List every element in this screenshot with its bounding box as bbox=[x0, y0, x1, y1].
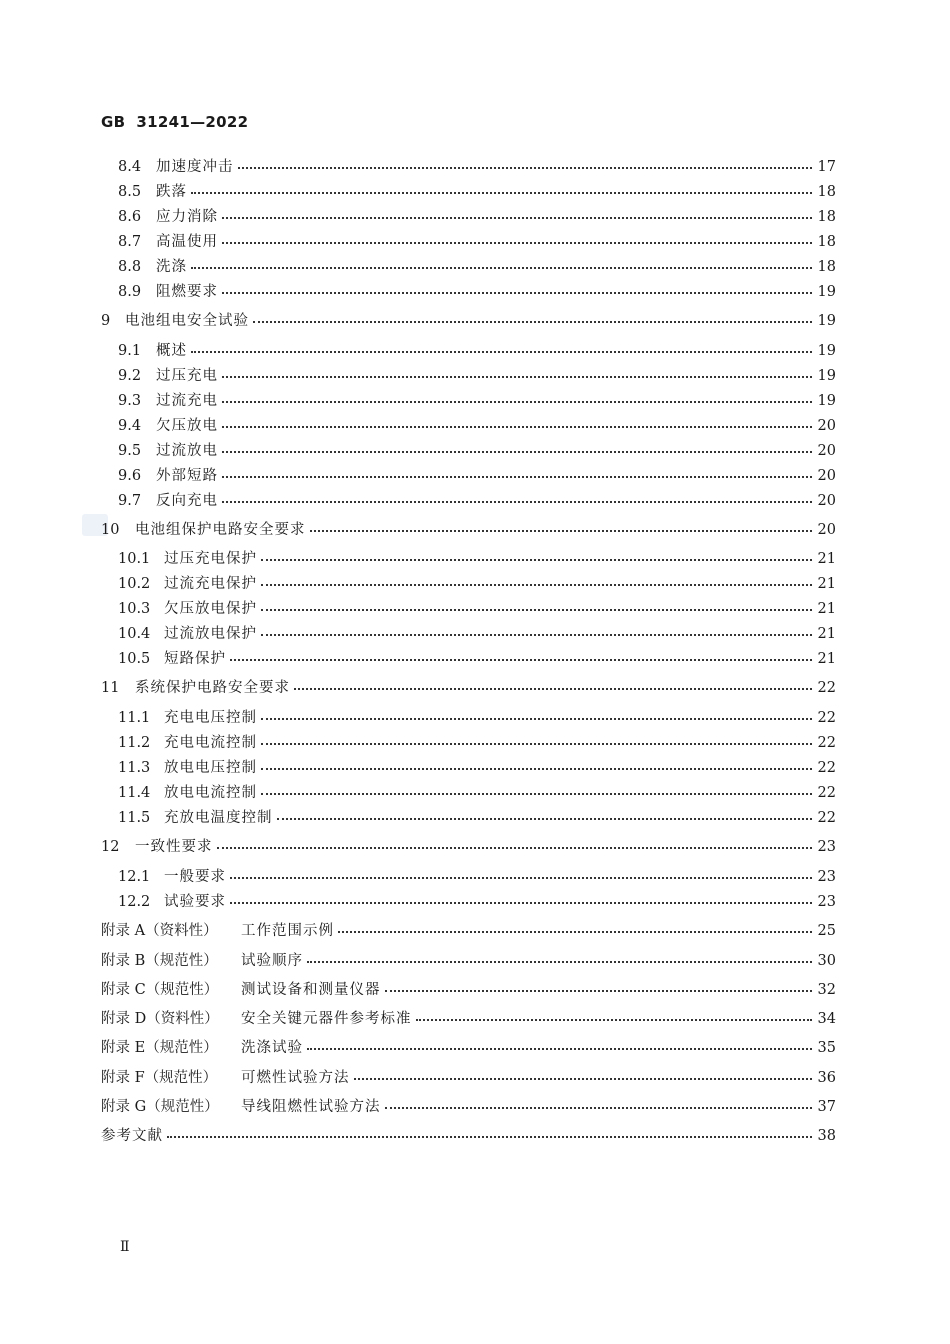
toc-entry-page: 22 bbox=[817, 810, 836, 826]
dot-leader bbox=[261, 743, 812, 745]
dot-leader bbox=[261, 584, 812, 586]
toc-entry[interactable] bbox=[101, 1008, 836, 1030]
toc-entry-page: 21 bbox=[817, 651, 836, 667]
toc-entry-number: 8.7 bbox=[118, 234, 142, 250]
toc-entry[interactable] bbox=[118, 548, 836, 570]
toc-entry-page: 18 bbox=[817, 259, 836, 275]
toc-entry-title: 过流放电 bbox=[156, 443, 218, 459]
toc-entry-page: 19 bbox=[817, 313, 836, 329]
toc-entry-number: 10.5 bbox=[118, 651, 151, 667]
toc-entry-title: 工作范围示例 bbox=[241, 923, 334, 939]
toc-entry[interactable] bbox=[118, 415, 836, 437]
dot-leader bbox=[261, 609, 812, 611]
toc-entry[interactable] bbox=[118, 490, 836, 512]
toc-entry-title: 短路保护 bbox=[164, 651, 226, 667]
toc-entry-title: 可燃性试验方法 bbox=[241, 1070, 350, 1086]
dot-leader bbox=[222, 401, 812, 403]
toc-entry-title: 洗涤试验 bbox=[241, 1040, 303, 1056]
toc-entry[interactable] bbox=[118, 573, 836, 595]
toc-entry-page: 37 bbox=[817, 1099, 836, 1115]
toc-entry[interactable] bbox=[101, 836, 836, 858]
toc-entry-page: 19 bbox=[817, 368, 836, 384]
toc-entry-number: 9.5 bbox=[118, 443, 142, 459]
toc-entry-number: 12.2 bbox=[118, 894, 151, 910]
toc-entry-title: 放电电流控制 bbox=[164, 785, 257, 801]
toc-entry-number: 附录 B（规范性） bbox=[101, 953, 218, 969]
toc-entry[interactable] bbox=[118, 648, 836, 670]
toc-entry[interactable] bbox=[118, 181, 836, 203]
toc-entry-page: 19 bbox=[817, 284, 836, 300]
toc-entry-title: 充电电压控制 bbox=[164, 710, 257, 726]
toc-entry-number: 附录 C（规范性） bbox=[101, 982, 219, 998]
toc-entry-number: 8.6 bbox=[118, 209, 142, 225]
toc-entry-number: 9.2 bbox=[118, 368, 142, 384]
toc-entry[interactable] bbox=[118, 866, 836, 888]
dot-leader bbox=[167, 1136, 812, 1138]
toc-entry-title: 充电电流控制 bbox=[164, 735, 257, 751]
toc-entry-title: 过压充电 bbox=[156, 368, 218, 384]
toc-entry-title: 电池组电安全试验 bbox=[125, 313, 249, 329]
toc-entry-title: 试验顺序 bbox=[241, 953, 303, 969]
toc-entry-number: 9.6 bbox=[118, 468, 142, 484]
toc-entry-title: 加速度冲击 bbox=[156, 159, 234, 175]
toc-entry[interactable] bbox=[101, 950, 836, 972]
dot-leader bbox=[310, 530, 812, 532]
toc-entry-page: 20 bbox=[817, 468, 836, 484]
toc-entry-number: 附录 A（资料性） bbox=[101, 923, 218, 939]
toc-entry-title: 测试设备和测量仪器 bbox=[241, 982, 381, 998]
dot-leader bbox=[261, 634, 812, 636]
toc-entry-page: 19 bbox=[817, 343, 836, 359]
toc-entry-title: 过流放电保护 bbox=[164, 626, 257, 642]
toc-entry-number: 11.5 bbox=[118, 810, 151, 826]
toc-entry-number: 9.3 bbox=[118, 393, 142, 409]
toc-entry-title: 电池组保护电路安全要求 bbox=[135, 522, 306, 538]
toc-entry-number: 11.3 bbox=[118, 760, 151, 776]
dot-leader bbox=[338, 931, 812, 933]
toc-entry-page: 30 bbox=[817, 953, 836, 969]
dot-leader bbox=[191, 192, 812, 194]
toc-entry[interactable] bbox=[118, 440, 836, 462]
toc-entry[interactable] bbox=[118, 623, 836, 645]
toc-entry[interactable] bbox=[101, 1037, 836, 1059]
toc-entry-number: 附录 F（规范性） bbox=[101, 1070, 218, 1086]
toc-entry-page: 25 bbox=[817, 923, 836, 939]
toc-entry-page: 22 bbox=[817, 760, 836, 776]
toc-entry[interactable] bbox=[118, 807, 836, 829]
toc-entry-title: 过流充电保护 bbox=[164, 576, 257, 592]
page-number: Ⅱ bbox=[120, 1239, 130, 1255]
dot-leader bbox=[261, 768, 812, 770]
toc-entry-number: 8.4 bbox=[118, 159, 142, 175]
toc-entry-page: 23 bbox=[817, 894, 836, 910]
toc-entry[interactable] bbox=[101, 1125, 836, 1147]
dot-leader bbox=[222, 426, 812, 428]
dot-leader bbox=[230, 877, 812, 879]
toc-entry-title: 充放电温度控制 bbox=[164, 810, 273, 826]
toc-entry[interactable] bbox=[101, 1067, 836, 1089]
toc-entry-number: 10 bbox=[101, 522, 120, 538]
toc-entry-number: 10.1 bbox=[118, 551, 151, 567]
dot-leader bbox=[222, 451, 812, 453]
toc-entry-page: 22 bbox=[817, 785, 836, 801]
dot-leader bbox=[307, 1048, 812, 1050]
toc-entry[interactable] bbox=[118, 465, 836, 487]
toc-entry[interactable] bbox=[101, 979, 836, 1001]
toc-entry-page: 21 bbox=[817, 626, 836, 642]
dot-leader bbox=[261, 718, 812, 720]
toc-entry-page: 23 bbox=[817, 839, 836, 855]
dot-leader bbox=[222, 242, 812, 244]
toc-entry-page: 17 bbox=[817, 159, 836, 175]
toc-entry-number: 12 bbox=[101, 839, 120, 855]
toc-entry[interactable] bbox=[101, 1096, 836, 1118]
toc-entry[interactable] bbox=[118, 256, 836, 278]
toc-entry[interactable] bbox=[118, 598, 836, 620]
toc-entry-number: 附录 G（规范性） bbox=[101, 1099, 219, 1115]
dot-leader bbox=[230, 902, 812, 904]
dot-leader bbox=[222, 501, 812, 503]
dot-leader bbox=[191, 267, 812, 269]
toc-entry-number: 12.1 bbox=[118, 869, 151, 885]
toc-entry[interactable] bbox=[118, 707, 836, 729]
toc-entry-page: 21 bbox=[817, 601, 836, 617]
toc-entry-page: 35 bbox=[817, 1040, 836, 1056]
toc-entry-page: 18 bbox=[817, 234, 836, 250]
toc-entry-title: 一般要求 bbox=[164, 869, 226, 885]
toc-entry-number: 9.1 bbox=[118, 343, 142, 359]
toc-entry-number: 11.2 bbox=[118, 735, 151, 751]
toc-entry[interactable] bbox=[118, 891, 836, 913]
dot-leader bbox=[354, 1078, 812, 1080]
toc-entry-page: 23 bbox=[817, 869, 836, 885]
toc-entry-title: 参考文献 bbox=[101, 1128, 163, 1144]
toc-entry[interactable] bbox=[101, 310, 836, 332]
toc-entry[interactable] bbox=[118, 390, 836, 412]
toc-entry-page: 36 bbox=[817, 1070, 836, 1086]
toc-entry-page: 22 bbox=[817, 680, 836, 696]
toc-entry[interactable] bbox=[118, 757, 836, 779]
toc-entry-title: 安全关键元器件参考标准 bbox=[241, 1011, 412, 1027]
toc-entry-number: 附录 D（资料性） bbox=[101, 1011, 219, 1027]
toc-entry-page: 20 bbox=[817, 522, 836, 538]
toc-entry-page: 21 bbox=[817, 551, 836, 567]
toc-entry-page: 20 bbox=[817, 418, 836, 434]
dot-leader bbox=[261, 559, 812, 561]
toc-entry[interactable] bbox=[118, 156, 836, 178]
toc-entry-number: 9.4 bbox=[118, 418, 142, 434]
toc-entry-title: 放电电压控制 bbox=[164, 760, 257, 776]
toc-entry-title: 过压充电保护 bbox=[164, 551, 257, 567]
toc-entry-page: 20 bbox=[817, 443, 836, 459]
toc-entry-number: 9 bbox=[101, 313, 111, 329]
toc-entry-number: 8.8 bbox=[118, 259, 142, 275]
dot-leader bbox=[230, 659, 812, 661]
toc-entry[interactable] bbox=[101, 920, 836, 942]
toc-entry-page: 21 bbox=[817, 576, 836, 592]
toc-entry-title: 欠压放电保护 bbox=[164, 601, 257, 617]
toc-entry[interactable] bbox=[118, 340, 836, 362]
toc-entry-title: 高温使用 bbox=[156, 234, 218, 250]
toc-entry-page: 22 bbox=[817, 735, 836, 751]
toc-entry[interactable] bbox=[118, 782, 836, 804]
dot-leader bbox=[307, 961, 812, 963]
toc-entry[interactable] bbox=[118, 281, 836, 303]
toc-entry-number: 附录 E（规范性） bbox=[101, 1040, 218, 1056]
toc-entry-title: 应力消除 bbox=[156, 209, 218, 225]
dot-leader bbox=[253, 321, 812, 323]
dot-leader bbox=[191, 351, 812, 353]
toc-entry-title: 一致性要求 bbox=[135, 839, 213, 855]
toc-entry[interactable] bbox=[118, 231, 836, 253]
toc-entry-page: 18 bbox=[817, 209, 836, 225]
toc-entry-number: 11.1 bbox=[118, 710, 151, 726]
toc-entry-title: 外部短路 bbox=[156, 468, 218, 484]
dot-leader bbox=[385, 1107, 812, 1109]
toc-entry-number: 10.2 bbox=[118, 576, 151, 592]
toc-entry-title: 过流充电 bbox=[156, 393, 218, 409]
toc-entry-number: 9.7 bbox=[118, 493, 142, 509]
toc-entry-number: 10.4 bbox=[118, 626, 151, 642]
toc-entry-number: 10.3 bbox=[118, 601, 151, 617]
toc-entry[interactable] bbox=[118, 732, 836, 754]
dot-leader bbox=[261, 793, 812, 795]
dot-leader bbox=[277, 818, 812, 820]
toc-entry-page: 34 bbox=[817, 1011, 836, 1027]
dot-leader bbox=[416, 1019, 812, 1021]
toc-entry-page: 20 bbox=[817, 493, 836, 509]
dot-leader bbox=[222, 476, 812, 478]
dot-leader bbox=[385, 990, 812, 992]
toc-entry-page: 19 bbox=[817, 393, 836, 409]
dot-leader bbox=[294, 688, 812, 690]
toc-entry-title: 试验要求 bbox=[164, 894, 226, 910]
toc-entry[interactable] bbox=[118, 206, 836, 228]
toc-entry-number: 11.4 bbox=[118, 785, 151, 801]
toc-entry-title: 跌落 bbox=[156, 184, 187, 200]
toc-entry-page: 32 bbox=[817, 982, 836, 998]
dot-leader bbox=[222, 376, 812, 378]
dot-leader bbox=[217, 847, 812, 849]
toc-entry-title: 系统保护电路安全要求 bbox=[135, 680, 290, 696]
toc-entry[interactable] bbox=[118, 365, 836, 387]
toc-entry-number: 11 bbox=[101, 680, 120, 696]
toc-entry-title: 洗涤 bbox=[156, 259, 187, 275]
toc-entry-page: 38 bbox=[817, 1128, 836, 1144]
toc-entry-page: 18 bbox=[817, 184, 836, 200]
dot-leader bbox=[238, 167, 812, 169]
toc-entry-title: 导线阻燃性试验方法 bbox=[241, 1099, 381, 1115]
standard-code: GB 31241—2022 bbox=[101, 113, 249, 131]
dot-leader bbox=[222, 292, 812, 294]
toc-entry-number: 8.5 bbox=[118, 184, 142, 200]
toc-entry-title: 概述 bbox=[156, 343, 187, 359]
toc-entry-title: 反向充电 bbox=[156, 493, 218, 509]
toc-entry-title: 阻燃要求 bbox=[156, 284, 218, 300]
toc-entry[interactable] bbox=[101, 677, 836, 699]
toc-entry[interactable] bbox=[101, 519, 836, 541]
toc-entry-title: 欠压放电 bbox=[156, 418, 218, 434]
dot-leader bbox=[222, 217, 812, 219]
toc-entry-number: 8.9 bbox=[118, 284, 142, 300]
toc-entry-page: 22 bbox=[817, 710, 836, 726]
